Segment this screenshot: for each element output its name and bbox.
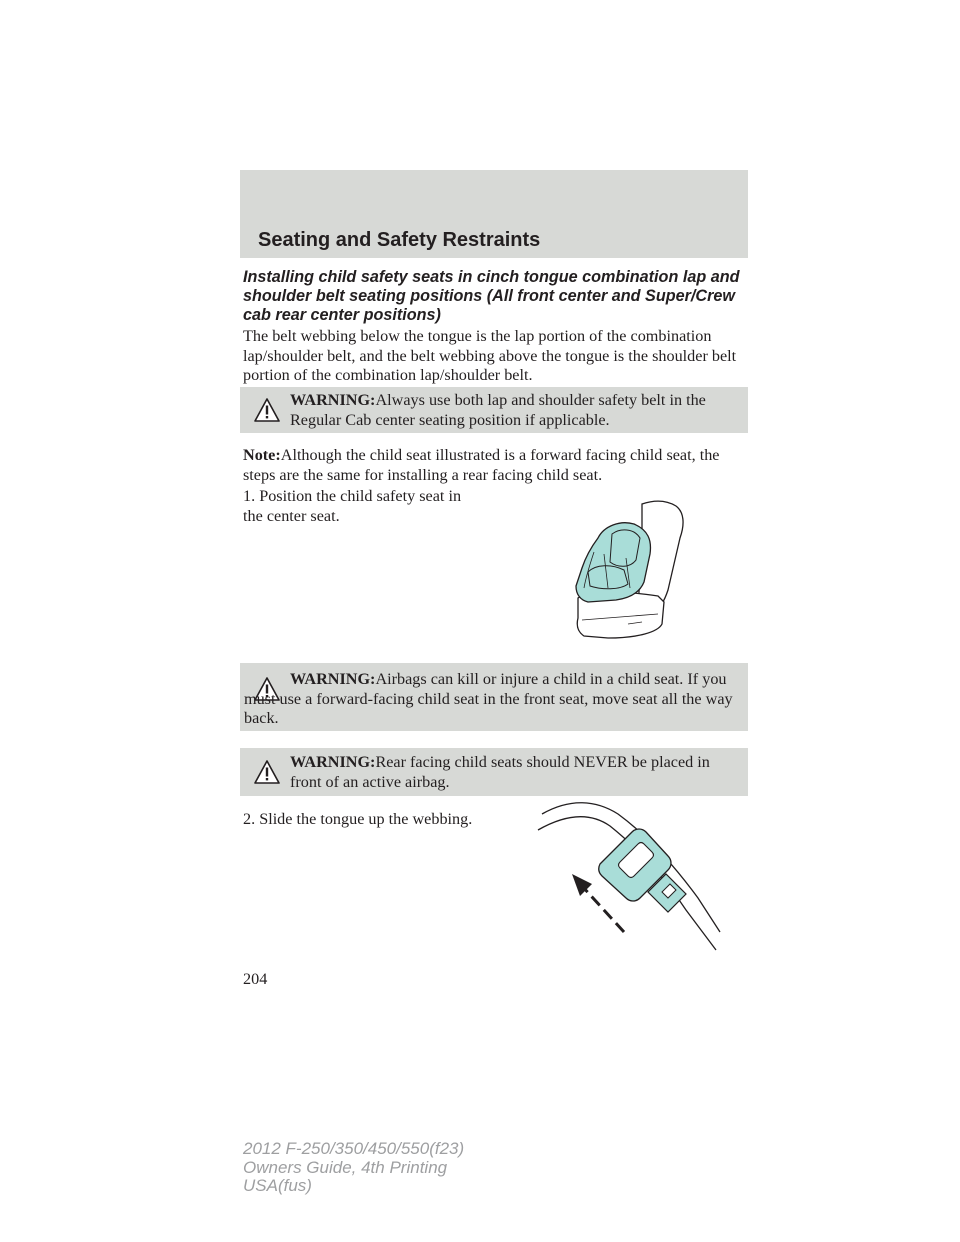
subsection-heading: Installing child safety seats in cinch tongue combination lap and shoulder belt seating positions (All front center and Super/Crew cab rear center positions) (243, 268, 740, 324)
note-label: Note: (243, 446, 281, 464)
child-seat-illustration (568, 498, 692, 640)
note-body: Although the child seat illustrated is a forward facing child seat, the steps are the same for installing a rear facing child seat. (243, 446, 720, 484)
note-paragraph (243, 446, 748, 485)
warning-body: Always use both lap and shoulder safety belt in the Regular Cab center seating position if applicable. (290, 391, 706, 429)
warning-box (240, 748, 748, 796)
page-number: 204 (243, 970, 268, 988)
warning-triangle-icon (254, 760, 280, 784)
warning-body: Rear facing child seats should NEVER be placed in front of an active airbag. (290, 753, 710, 791)
footer-region: USA (243, 1176, 278, 1195)
warning-triangle-icon (254, 398, 280, 422)
step-1-text: 1. Position the child safety seat in the center seat. (243, 487, 462, 525)
footer-guide: Owners Guide, 4th Printing (243, 1157, 448, 1177)
warning-label: WARNING: (290, 391, 376, 409)
warning-label: WARNING: (290, 670, 376, 688)
section-title: Seating and Safety Restraints (258, 229, 541, 251)
step-2-text: 2. Slide the tongue up the webbing. (243, 810, 473, 828)
warning-body: Airbags can kill or injure a child in a child seat. If you must use a forward-facing child seat in the front seat, move seat all the way back. (244, 670, 733, 727)
section-header-bar (240, 170, 748, 258)
footer-region-code: (fus) (277, 1176, 312, 1195)
footer-model: 2012 F-250/350/450/550 (243, 1139, 430, 1158)
warning-box (240, 387, 748, 433)
warning-text (244, 670, 744, 729)
intro-paragraph: The belt webbing below the tongue is the lap portion of the combination lap/shoulder belt, and the belt webbing above the tongue is the shoulder belt portion of the combination lap/shoulder belt. (243, 327, 737, 384)
document-footer (243, 1140, 464, 1196)
warning-text (290, 391, 740, 430)
warning-label: WARNING: (290, 753, 376, 771)
warning-box (240, 663, 748, 731)
footer-model-code: (f23) (429, 1139, 465, 1158)
belt-tongue-illustration (536, 800, 722, 960)
warning-text (290, 753, 740, 792)
